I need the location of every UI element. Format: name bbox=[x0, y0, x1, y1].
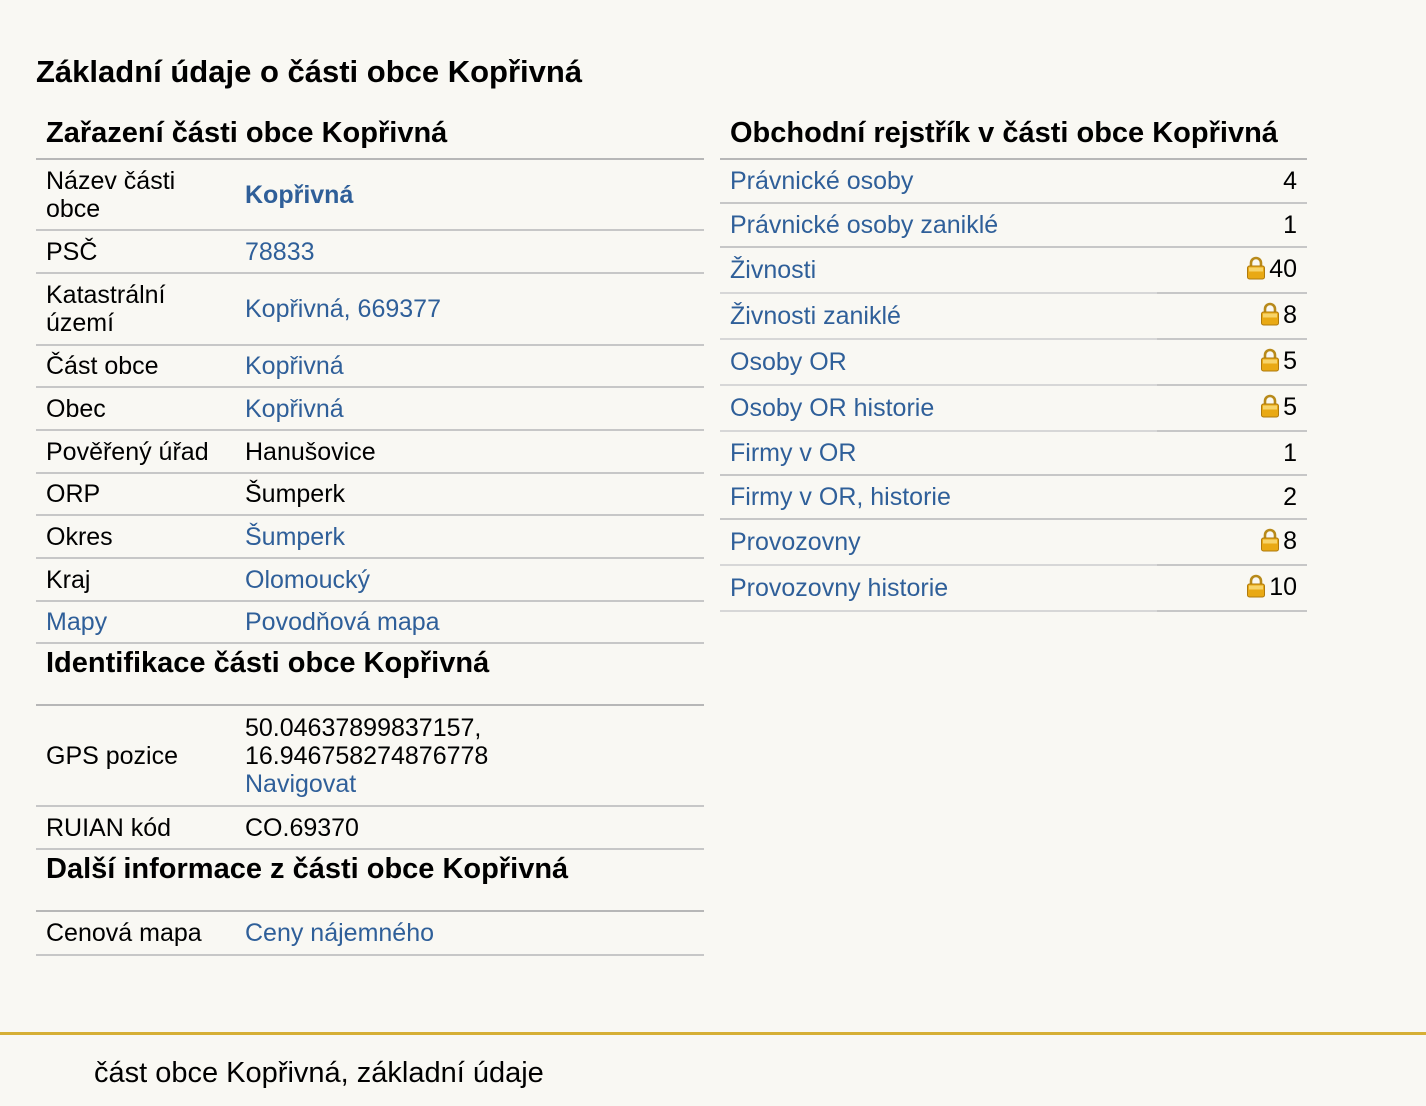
ceny-najemneho-link[interactable]: Ceny nájemného bbox=[245, 919, 435, 947]
lock-icon bbox=[1260, 302, 1280, 332]
table-row bbox=[36, 273, 704, 345]
row-count-cell bbox=[1157, 160, 1307, 203]
identifikace-table bbox=[36, 706, 704, 850]
row-count-cell bbox=[1157, 385, 1307, 431]
row-count: 1 bbox=[1283, 211, 1297, 239]
identifikace-heading: Identifikace části obce Kopřivná bbox=[36, 644, 704, 706]
register-link[interactable]: Firmy v OR bbox=[730, 439, 857, 467]
row-count: 10 bbox=[1269, 572, 1297, 601]
table-row bbox=[720, 203, 1307, 247]
row-count-cell bbox=[1157, 431, 1307, 475]
gps-value bbox=[235, 706, 704, 806]
table-row bbox=[36, 387, 704, 430]
row-value bbox=[235, 601, 704, 643]
zarazeni-heading: Zařazení části obce Kopřivná bbox=[36, 110, 704, 160]
row-label: Název části obce bbox=[36, 160, 235, 230]
row-label: Katastrální území bbox=[36, 273, 235, 345]
row-value bbox=[235, 515, 704, 558]
row-count-cell bbox=[1157, 475, 1307, 519]
kraj-link[interactable]: Olomoucký bbox=[245, 565, 371, 594]
footer-rule bbox=[0, 1032, 1426, 1035]
right-column bbox=[720, 110, 1307, 612]
row-value bbox=[235, 345, 704, 387]
row-label: Kraj bbox=[36, 558, 235, 601]
lock-icon bbox=[1260, 394, 1280, 424]
povodnova-mapa-link[interactable]: Povodňová mapa bbox=[245, 608, 440, 636]
table-row bbox=[720, 160, 1307, 203]
row-count-cell bbox=[1157, 293, 1307, 339]
row-count: 5 bbox=[1283, 392, 1297, 421]
table-row bbox=[720, 565, 1307, 611]
row-value bbox=[235, 160, 704, 230]
table-row bbox=[36, 706, 704, 806]
row-label: ORP bbox=[36, 473, 235, 515]
table-row bbox=[720, 431, 1307, 475]
page-title: Základní údaje o části obce Kopřivná bbox=[36, 54, 583, 89]
left-column bbox=[36, 110, 704, 956]
table-row bbox=[720, 519, 1307, 565]
table-row bbox=[36, 430, 704, 473]
row-count: 5 bbox=[1283, 346, 1297, 375]
katastralni-uzemi-link[interactable]: Kopřivná, 669377 bbox=[245, 295, 441, 323]
row-value: Šumperk bbox=[235, 473, 704, 515]
table-row bbox=[36, 558, 704, 601]
footer-text: část obce Kopřivná, základní údaje bbox=[94, 1057, 544, 1089]
register-link[interactable]: Živnosti bbox=[730, 256, 817, 284]
row-label: Cenová mapa bbox=[36, 912, 235, 955]
row-label: RUIAN kód bbox=[36, 806, 235, 849]
lock-icon bbox=[1246, 256, 1266, 286]
row-label: PSČ bbox=[36, 230, 235, 273]
register-link[interactable]: Provozovny bbox=[730, 528, 861, 556]
row-value bbox=[235, 558, 704, 601]
row-label: Obec bbox=[36, 387, 235, 430]
register-link[interactable]: Provozovny historie bbox=[730, 574, 949, 602]
table-row bbox=[720, 339, 1307, 385]
row-value: Hanušovice bbox=[235, 430, 704, 473]
psc-link[interactable]: 78833 bbox=[245, 237, 315, 266]
lock-icon bbox=[1260, 348, 1280, 378]
row-label-cell bbox=[720, 431, 1157, 475]
table-row bbox=[36, 912, 704, 955]
row-label-cell bbox=[720, 519, 1157, 565]
row-count: 8 bbox=[1283, 526, 1297, 555]
zarazeni-table bbox=[36, 160, 704, 644]
row-label-cell bbox=[720, 475, 1157, 519]
row-label: GPS pozice bbox=[36, 706, 235, 806]
rejstrik-heading: Obchodní rejstřík v části obce Kopřivná bbox=[720, 110, 1307, 160]
navigovat-link[interactable]: Navigovat bbox=[245, 769, 357, 798]
table-row bbox=[36, 345, 704, 387]
table-row bbox=[36, 160, 704, 230]
row-count: 4 bbox=[1283, 167, 1297, 195]
row-value bbox=[235, 387, 704, 430]
row-label: Okres bbox=[36, 515, 235, 558]
lock-icon bbox=[1260, 528, 1280, 558]
register-link[interactable]: Osoby OR bbox=[730, 348, 847, 376]
table-row bbox=[720, 293, 1307, 339]
rejstrik-table bbox=[720, 160, 1307, 612]
gps-longitude: 16.946758274876778 bbox=[245, 741, 489, 770]
register-link[interactable]: Právnické osoby zaniklé bbox=[730, 211, 999, 239]
table-row bbox=[720, 247, 1307, 293]
table-row bbox=[36, 230, 704, 273]
row-count-cell bbox=[1157, 565, 1307, 611]
row-count-cell bbox=[1157, 339, 1307, 385]
table-row bbox=[36, 601, 704, 643]
row-label-cell bbox=[720, 293, 1157, 339]
lock-icon bbox=[1246, 574, 1266, 604]
rejstrik-rows bbox=[720, 160, 1307, 611]
row-label: Pověřený úřad bbox=[36, 430, 235, 473]
row-count-cell bbox=[1157, 247, 1307, 293]
row-label-cell bbox=[720, 385, 1157, 431]
row-count-cell bbox=[1157, 519, 1307, 565]
register-link[interactable]: Firmy v OR, historie bbox=[730, 483, 951, 511]
row-value: CO.69370 bbox=[235, 806, 704, 849]
row-label-cell bbox=[720, 160, 1157, 203]
dalsi-heading: Další informace z části obce Kopřivná bbox=[36, 850, 704, 912]
row-label-cell bbox=[720, 339, 1157, 385]
cast-obce-name-link[interactable]: Kopřivná bbox=[245, 180, 354, 209]
table-row bbox=[36, 515, 704, 558]
row-label: Část obce bbox=[36, 345, 235, 387]
okres-link[interactable]: Šumperk bbox=[245, 522, 346, 551]
row-value bbox=[235, 230, 704, 273]
dalsi-table bbox=[36, 912, 704, 956]
row-value bbox=[235, 273, 704, 345]
row-label bbox=[36, 601, 235, 643]
row-count: 1 bbox=[1283, 439, 1297, 467]
table-row bbox=[36, 806, 704, 849]
row-label-cell bbox=[720, 247, 1157, 293]
gps-latitude: 50.04637899837157, bbox=[245, 713, 482, 742]
register-link[interactable]: Osoby OR historie bbox=[730, 394, 935, 422]
row-label-cell bbox=[720, 203, 1157, 247]
register-link[interactable]: Živnosti zaniklé bbox=[730, 302, 901, 330]
row-count: 8 bbox=[1283, 300, 1297, 329]
row-count: 2 bbox=[1283, 483, 1297, 511]
cast-obce-link[interactable]: Kopřivná bbox=[245, 352, 344, 380]
table-row bbox=[36, 473, 704, 515]
register-link[interactable]: Právnické osoby bbox=[730, 167, 914, 195]
table-row bbox=[720, 385, 1307, 431]
table-row bbox=[720, 475, 1307, 519]
obec-link[interactable]: Kopřivná bbox=[245, 394, 344, 423]
row-count: 40 bbox=[1269, 254, 1297, 283]
mapy-link[interactable]: Mapy bbox=[46, 608, 108, 636]
row-label-cell bbox=[720, 565, 1157, 611]
row-count-cell bbox=[1157, 203, 1307, 247]
row-value bbox=[235, 912, 704, 955]
